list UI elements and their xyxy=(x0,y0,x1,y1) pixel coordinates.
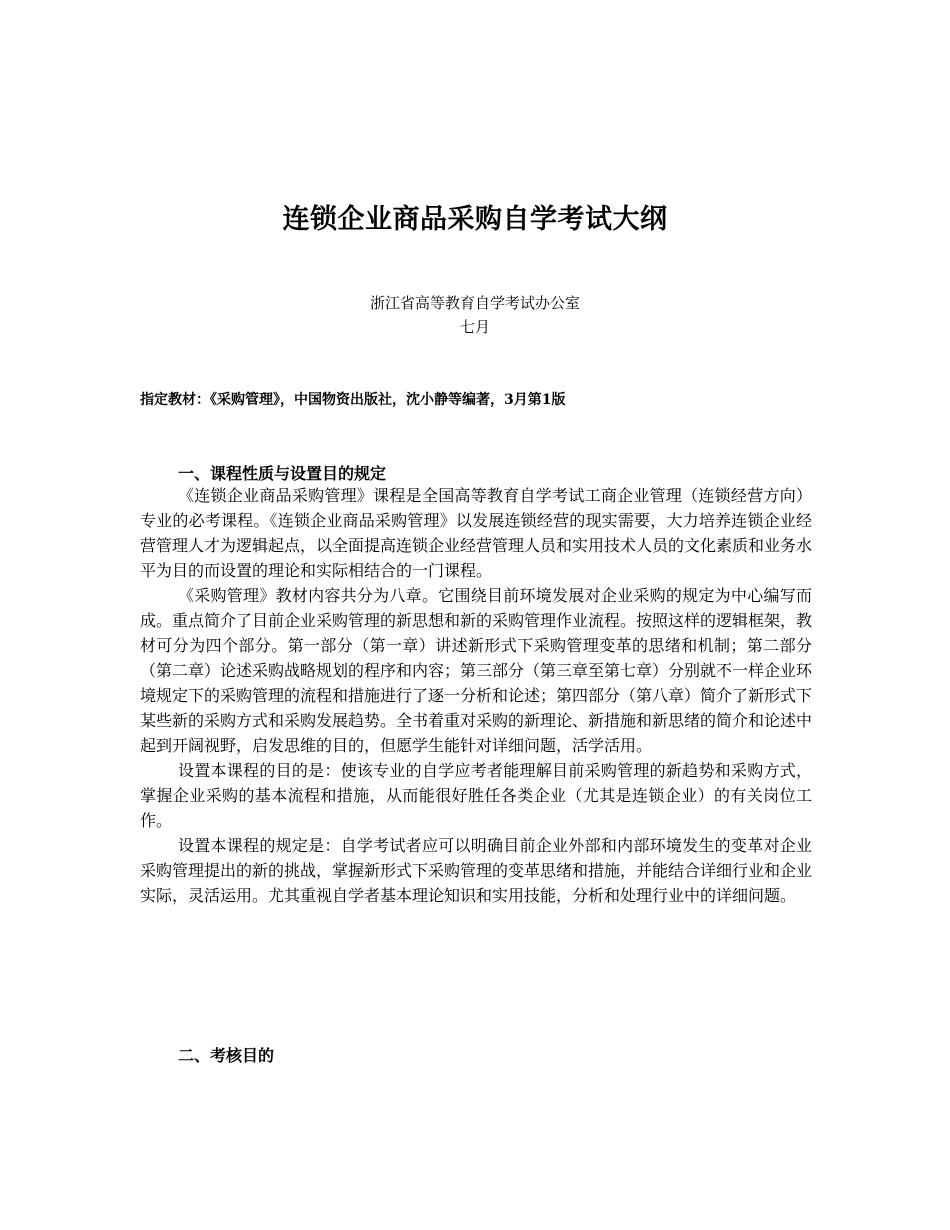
document-title: 连锁企业商品采购自学考试大纲 xyxy=(282,204,668,235)
body-paragraph: 设置本课程的规定是：自学考试者应可以明确目前企业外部和内部环境发生的变革对企业采购管理提出的新的挑战，掌握新形式下采购管理的变革思绪和措施，并能结合详细行业和企业实际，灵活运用。尤其重视自学者基本理论知识和实用技能，分析和处理行业中的详细问题。 xyxy=(140,836,813,905)
body-paragraph: 《采购管理》教材内容共分为八章。它围绕目前环境发展对企业采购的规定为中心编写而成。重点简介了目前企业采购管理的新思想和新的采购管理作业流程。按照这样的逻辑框架，教材可分为四个部分。第一部分（第一章）讲述新形式下采购管理变革的思绪和机制；第二部分（第二章）论述采购战略规划的程序和内容；第三部分（第三章至第七章）分别就不一样企业环境规定下的采购管理的流程和措施进行了逐一分析和论述；第四部分（第八章）简介了新形式下某些新的采购方式和采购发展趋势。全书着重对采购的新理论、新措施和新思绪的简介和论述中起到开阔视野，启发思维的目的，但愿学生能针对详细问题，活学活用。 xyxy=(140,586,813,755)
issue-date: 七月 xyxy=(459,318,490,336)
body-paragraph: 《连锁企业商品采购管理》课程是全国高等教育自学考试工商企业管理（连锁经营方向）专业的必考课程。《连锁企业商品采购管理》以发展连锁经营的现实需要，大力培养连锁企业经营管理人才为逻辑起点，以全面提高连锁企业经营管理人员和实用技术人员的文化素质和业务水平为目的而设置的理论和实际相结合的一门课程。 xyxy=(140,486,813,580)
section-heading: 二、考核目的 xyxy=(178,1046,275,1065)
designated-textbook: 指定教材：《采购管理》，中国物资出版社，沈小静等编著，3月第1版 xyxy=(140,392,566,408)
issuer-name: 浙江省高等教育自学考试办公室 xyxy=(369,294,580,312)
section-heading: 一、课程性质与设置目的规定 xyxy=(178,464,387,483)
section-body xyxy=(140,483,812,908)
body-paragraph: 设置本课程的目的是：使该专业的自学应考者能理解目前采购管理的新趋势和采购方式，掌握企业采购的基本流程和措施，从而能很好胜任各类企业（尤其是连锁企业）的有关岗位工作。 xyxy=(140,761,812,830)
